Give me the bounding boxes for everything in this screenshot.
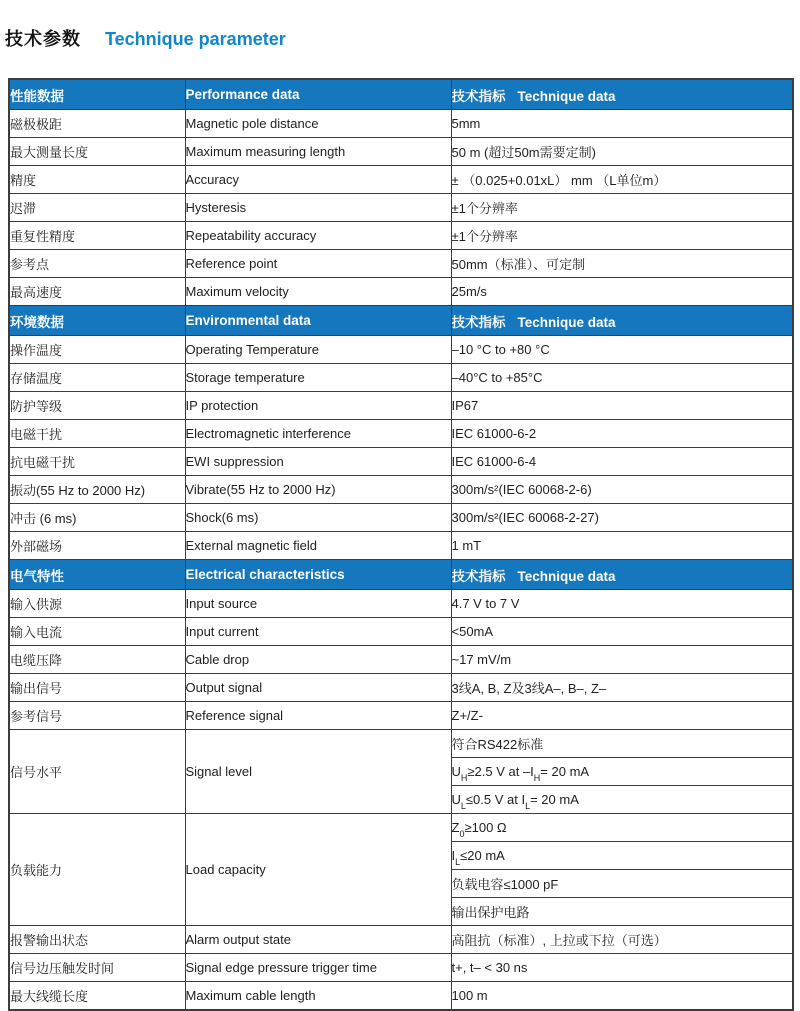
table-row bbox=[9, 954, 793, 982]
param-value: 高阻抗（标准）, 上拉或下拉（可选） bbox=[451, 926, 793, 954]
section-title-cn: 性能数据 bbox=[9, 79, 185, 110]
param-name-cn: 输入电流 bbox=[9, 618, 185, 646]
param-name-en: Input source bbox=[185, 590, 451, 618]
table-row bbox=[9, 504, 793, 532]
param-value: ±1个分辨率 bbox=[451, 222, 793, 250]
tech-header-cn: 技术指标 bbox=[451, 88, 506, 104]
tech-header-en: Technique data bbox=[517, 314, 616, 330]
param-name-en: Shock(6 ms) bbox=[185, 504, 451, 532]
param-value: ± （0.025+0.01xL） mm （L单位m） bbox=[451, 166, 793, 194]
param-name-cn: 操作温度 bbox=[9, 336, 185, 364]
table-row bbox=[9, 336, 793, 364]
table-row bbox=[9, 250, 793, 278]
tech-header-cn: 技术指标 bbox=[451, 568, 506, 584]
section-tech-header bbox=[451, 79, 793, 110]
page-title bbox=[5, 25, 286, 51]
param-value: 300m/s²(IEC 60068-2-6) bbox=[451, 476, 793, 504]
param-value: 4.7 V to 7 V bbox=[451, 590, 793, 618]
param-name-en: External magnetic field bbox=[185, 532, 451, 560]
param-name-cn: 信号水平 bbox=[9, 730, 185, 814]
param-name-cn: 迟滞 bbox=[9, 194, 185, 222]
section-title-cn: 电气特性 bbox=[9, 560, 185, 590]
table-row bbox=[9, 222, 793, 250]
param-name-en: Storage temperature bbox=[185, 364, 451, 392]
param-value: IP67 bbox=[451, 392, 793, 420]
table-row-signal-level bbox=[9, 730, 793, 758]
table-row bbox=[9, 448, 793, 476]
table-row bbox=[9, 532, 793, 560]
section-title-cn: 环境数据 bbox=[9, 306, 185, 336]
tech-header-cn: 技术指标 bbox=[451, 314, 506, 330]
table-row bbox=[9, 420, 793, 448]
table-row bbox=[9, 392, 793, 420]
section-title-en: Environmental data bbox=[185, 306, 451, 336]
table-row bbox=[9, 646, 793, 674]
param-name-en: Repeatability accuracy bbox=[185, 222, 451, 250]
param-name-cn: 参考信号 bbox=[9, 702, 185, 730]
param-name-en: Cable drop bbox=[185, 646, 451, 674]
param-value: 符合RS422标准 bbox=[451, 730, 793, 758]
section-header-environmental bbox=[9, 306, 793, 336]
param-name-en: Maximum cable length bbox=[185, 982, 451, 1011]
param-name-cn: 输入供源 bbox=[9, 590, 185, 618]
param-value: $U_L\le 0.5$ V at $I_L= 20$ mA bbox=[451, 786, 793, 814]
param-value: 300m/s²(IEC 60068-2-27) bbox=[451, 504, 793, 532]
param-name-en: Maximum velocity bbox=[185, 278, 451, 306]
param-value: $Z_0\ge 100$ Ω bbox=[451, 814, 793, 842]
table-row bbox=[9, 618, 793, 646]
param-name-en: Reference point bbox=[185, 250, 451, 278]
param-value: $U_H\ge 2.5$ V at $-I_H= 20$ mA bbox=[451, 758, 793, 786]
param-value: IEC 61000-6-4 bbox=[451, 448, 793, 476]
param-value: $I_L\le 20$ mA bbox=[451, 842, 793, 870]
param-name-en: Input current bbox=[185, 618, 451, 646]
param-name-cn: 精度 bbox=[9, 166, 185, 194]
table-row bbox=[9, 278, 793, 306]
table-row bbox=[9, 476, 793, 504]
param-name-en: Signal level bbox=[185, 730, 451, 814]
table-row-load-capacity bbox=[9, 814, 793, 842]
table-row bbox=[9, 138, 793, 166]
table-row bbox=[9, 982, 793, 1011]
param-value: <50mA bbox=[451, 618, 793, 646]
param-name-en: Vibrate(55 Hz to 2000 Hz) bbox=[185, 476, 451, 504]
param-name-cn: 重复性精度 bbox=[9, 222, 185, 250]
param-value: ±1个分辨率 bbox=[451, 194, 793, 222]
param-name-en: IP protection bbox=[185, 392, 451, 420]
param-name-cn: 负载能力 bbox=[9, 814, 185, 926]
table-row bbox=[9, 166, 793, 194]
param-name-cn: 最大线缆长度 bbox=[9, 982, 185, 1011]
param-value: t+, t– < 30 ns bbox=[451, 954, 793, 982]
param-value: 50mm（标准）、可定制 bbox=[451, 250, 793, 278]
param-value: 50 m (超过50m需要定制) bbox=[451, 138, 793, 166]
table-row bbox=[9, 110, 793, 138]
param-name-en: EWI suppression bbox=[185, 448, 451, 476]
param-name-en: Signal edge pressure trigger time bbox=[185, 954, 451, 982]
param-name-cn: 抗电磁干扰 bbox=[9, 448, 185, 476]
table-row bbox=[9, 364, 793, 392]
param-name-cn: 振动(55 Hz to 2000 Hz) bbox=[9, 476, 185, 504]
param-value: –40°C to +85°C bbox=[451, 364, 793, 392]
param-name-en: Operating Temperature bbox=[185, 336, 451, 364]
param-name-en: Alarm output state bbox=[185, 926, 451, 954]
param-value: IEC 61000-6-2 bbox=[451, 420, 793, 448]
param-name-cn: 电缆压降 bbox=[9, 646, 185, 674]
param-value: –10 °C to +80 °C bbox=[451, 336, 793, 364]
param-value: 100 m bbox=[451, 982, 793, 1011]
param-name-en: Electromagnetic interference bbox=[185, 420, 451, 448]
param-name-cn: 磁极极距 bbox=[9, 110, 185, 138]
section-tech-header bbox=[451, 306, 793, 336]
section-header-electrical bbox=[9, 560, 793, 590]
param-name-cn: 参考点 bbox=[9, 250, 185, 278]
param-name-cn: 外部磁场 bbox=[9, 532, 185, 560]
param-value: Z+/Z- bbox=[451, 702, 793, 730]
param-name-cn: 最高速度 bbox=[9, 278, 185, 306]
table-row bbox=[9, 702, 793, 730]
tech-header-en: Technique data bbox=[517, 568, 616, 584]
page-title-cn: 技术参数 bbox=[5, 29, 81, 49]
param-name-en: Accuracy bbox=[185, 166, 451, 194]
param-name-en: Maximum measuring length bbox=[185, 138, 451, 166]
section-title-en: Electrical characteristics bbox=[185, 560, 451, 590]
param-name-cn: 存储温度 bbox=[9, 364, 185, 392]
param-value: ~17 mV/m bbox=[451, 646, 793, 674]
table-row bbox=[9, 590, 793, 618]
section-tech-header bbox=[451, 560, 793, 590]
param-name-cn: 信号边压触发时间 bbox=[9, 954, 185, 982]
section-header-performance bbox=[9, 79, 793, 110]
table-row bbox=[9, 674, 793, 702]
param-name-cn: 冲击 (6 ms) bbox=[9, 504, 185, 532]
param-value: 25m/s bbox=[451, 278, 793, 306]
param-value: 1 mT bbox=[451, 532, 793, 560]
param-name-en: Magnetic pole distance bbox=[185, 110, 451, 138]
tech-header-en: Technique data bbox=[517, 88, 616, 104]
param-name-en: Output signal bbox=[185, 674, 451, 702]
page-title-en: Technique parameter bbox=[105, 29, 286, 49]
param-value: 5mm bbox=[451, 110, 793, 138]
param-value: 3线A, B, Z及3线A–, B–, Z– bbox=[451, 674, 793, 702]
param-value: 负载电容≤1000 pF bbox=[451, 870, 793, 898]
param-name-en: Hysteresis bbox=[185, 194, 451, 222]
param-name-cn: 报警输出状态 bbox=[9, 926, 185, 954]
param-name-cn: 最大测量长度 bbox=[9, 138, 185, 166]
param-name-cn: 输出信号 bbox=[9, 674, 185, 702]
param-name-cn: 防护等级 bbox=[9, 392, 185, 420]
param-name-en: Reference signal bbox=[185, 702, 451, 730]
table-row bbox=[9, 194, 793, 222]
technique-parameter-table bbox=[8, 78, 794, 1011]
param-value: 输出保护电路 bbox=[451, 898, 793, 926]
param-name-cn: 电磁干扰 bbox=[9, 420, 185, 448]
section-title-en: Performance data bbox=[185, 79, 451, 110]
table-row bbox=[9, 926, 793, 954]
param-name-en: Load capacity bbox=[185, 814, 451, 926]
